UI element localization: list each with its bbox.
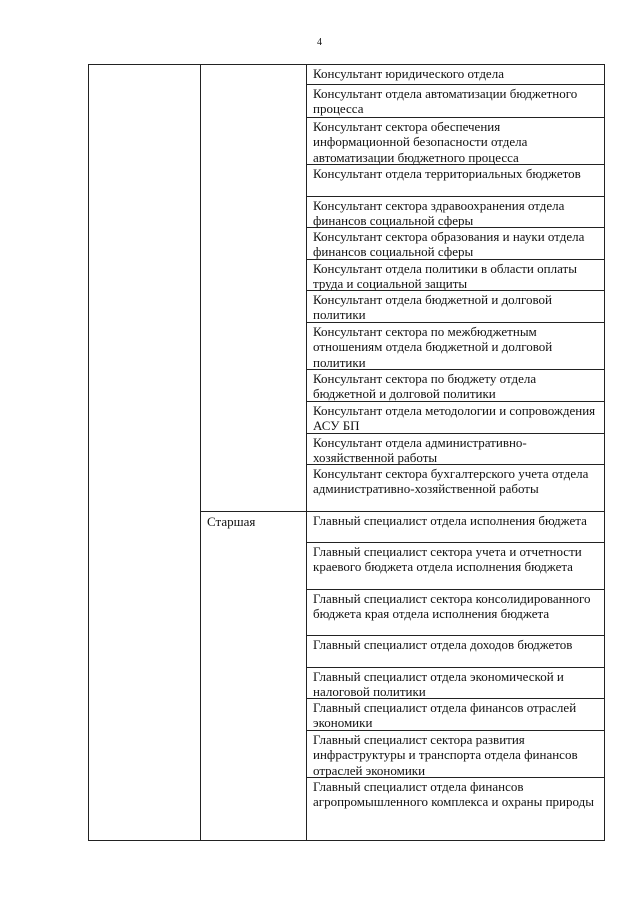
table-row: [89, 65, 605, 512]
position-item: Главный специалист отдела экономической и налоговой политики: [307, 668, 604, 699]
position-item: Консультант отдела автоматизации бюджетного процесса: [307, 85, 604, 118]
position-item: Консультант сектора здравоохранения отдела финансов социальной сферы: [307, 197, 604, 228]
position-item: Консультант отдела административно-хозяйственной работы: [307, 434, 604, 465]
position-item: Консультант отдела территориальных бюджетов: [307, 165, 604, 197]
position-item: Консультант отдела бюджетной и долговой политики: [307, 291, 604, 323]
position-item: Главный специалист сектора учета и отчетности краевого бюджета отдела исполнения бюджета: [307, 543, 604, 590]
group-cell: [201, 65, 307, 512]
category-cell: [89, 65, 201, 841]
position-item: Консультант отдела политики в области оплаты труда и социальной защиты: [307, 260, 604, 291]
position-item: Консультант отдела методологии и сопровождения АСУ БП: [307, 402, 604, 434]
position-item: Главный специалист отдела финансов агропромышленного комплекса и охраны природы: [313, 779, 594, 810]
group-cell: [201, 512, 307, 841]
position-item: Главный специалист отдела финансов отраслей экономики: [307, 699, 604, 731]
positions-cell: [307, 65, 605, 512]
position-item: Консультант сектора бухгалтерского учета отдела административно-хозяйственной работы: [313, 466, 589, 497]
group-label: Старшая: [207, 514, 256, 529]
position-item: Консультант сектора образования и науки отдела финансов социальной сферы: [307, 228, 604, 260]
position-item: Главный специалист отдела исполнения бюджета: [307, 512, 604, 543]
position-item: Главный специалист отдела доходов бюджетов: [307, 636, 604, 668]
group-label: [201, 65, 306, 69]
position-item: Консультант сектора по межбюджетным отношениям отдела бюджетной и долговой политики: [307, 323, 604, 370]
positions-cell: [307, 512, 605, 841]
page-number: 4: [317, 37, 322, 48]
position-item: Консультант сектора обеспечения информационной безопасности отдела автоматизации бюджетного процесса: [307, 118, 604, 165]
position-item: Главный специалист сектора развития инфраструктуры и транспорта отдела финансов отраслей экономики: [307, 731, 604, 778]
position-item: Консультант сектора по бюджету отдела бюджетной и долговой политики: [307, 370, 604, 402]
position-item: Консультант юридического отдела: [307, 65, 604, 85]
position-item: Главный специалист сектора консолидированного бюджета края отдела исполнения бюджета: [307, 590, 604, 636]
positions-table: [88, 64, 605, 841]
